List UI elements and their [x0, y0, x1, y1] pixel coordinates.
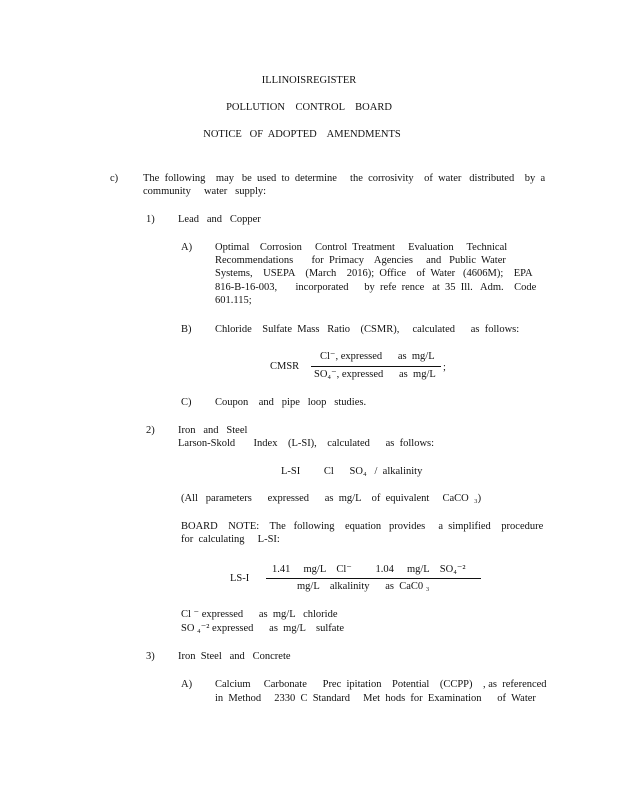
item-1-marker: 1) [146, 214, 155, 225]
item-1a-marker: A) [181, 242, 193, 253]
lsi-parameters-note: (All parameters expressed as mg/L of equivalent CaCO ₃) [181, 493, 482, 504]
item-3a-line1: Calcium Carbonate Prec ipitation Potential (CCPP) , as referenced [215, 679, 547, 690]
item-2-marker: 2) [146, 425, 155, 436]
lsi-formula2-numerator: 1.41 mg/L Cl⁻ 1.04 mg/L SO₄⁻² [272, 564, 466, 575]
csmr-denominator: SO₄⁻, expressed as mg/L [314, 369, 436, 380]
register-title: ILLINOISREGISTER [261, 75, 357, 86]
item-1b-marker: B) [181, 324, 192, 335]
item-1a-line: 601.115; [215, 295, 252, 306]
board-title: POLLUTION CONTROL BOARD [226, 102, 392, 113]
csmr-numerator: Cl⁻, expressed as mg/L [320, 351, 435, 362]
section-c-marker: c) [110, 173, 119, 184]
board-note-line1: BOARD NOTE: The following equation provides a simplified procedure [181, 521, 544, 532]
item-3-title: Iron Steel and Concrete [178, 651, 291, 662]
item-1a-line: 816-B-16-003, incorporated by refe rence at 35 Ill. Adm. Code [215, 282, 537, 293]
item-3a-marker: A) [181, 679, 193, 690]
lsi-fraction-bar [266, 578, 481, 579]
item-2-subtitle: Larson-Skold Index (L-SI), calculated as follows: [178, 438, 435, 449]
item-1a-line: Recommendations for Primacy Agencies and Public Water [215, 255, 506, 266]
board-note-line2: for calculating L-SI: [181, 534, 280, 545]
lsi-formula2-denominator: mg/L alkalinity as CaC0 ₃ [297, 581, 430, 592]
notice-title: NOTICE OF ADOPTED AMENDMENTS [203, 129, 401, 140]
item-1a-line: Optimal Corrosion Control Treatment Evaluation Technical [215, 242, 508, 253]
item-1c-marker: C) [181, 397, 192, 408]
csmr-fraction-bar [311, 366, 441, 367]
item-3-marker: 3) [146, 651, 155, 662]
item-3a-line2: in Method 2330 C Standard Met hods for Examination of Water [215, 693, 536, 704]
section-c-text-line1: The following may be used to determine the corrosivity of water distributed by a [143, 173, 546, 184]
csmr-end-semicolon: ; [443, 362, 446, 373]
csmr-formula-label: CMSR [270, 361, 300, 372]
item-1c-text: Coupon and pipe loop studies. [215, 397, 367, 408]
item-2-title: Iron and Steel [178, 425, 248, 436]
sulfate-definition: SO ₄⁻² expressed as mg/L sulfate [181, 623, 345, 634]
lsi-formula2-label: LS-I [230, 573, 250, 584]
item-1b-text: Chloride Sulfate Mass Ratio (CSMR), calculated as follows: [215, 324, 520, 335]
item-1-title: Lead and Copper [178, 214, 261, 225]
section-c-text-line2: community water supply: [143, 186, 267, 197]
lsi-formula: L-SI Cl SO₄ / alkalinity [281, 466, 423, 477]
chloride-definition: Cl ⁻ expressed as mg/L chloride [181, 609, 338, 620]
item-1a-line: Systems, USEPA (March 2016); Office of Water (4606M); EPA [215, 268, 533, 279]
